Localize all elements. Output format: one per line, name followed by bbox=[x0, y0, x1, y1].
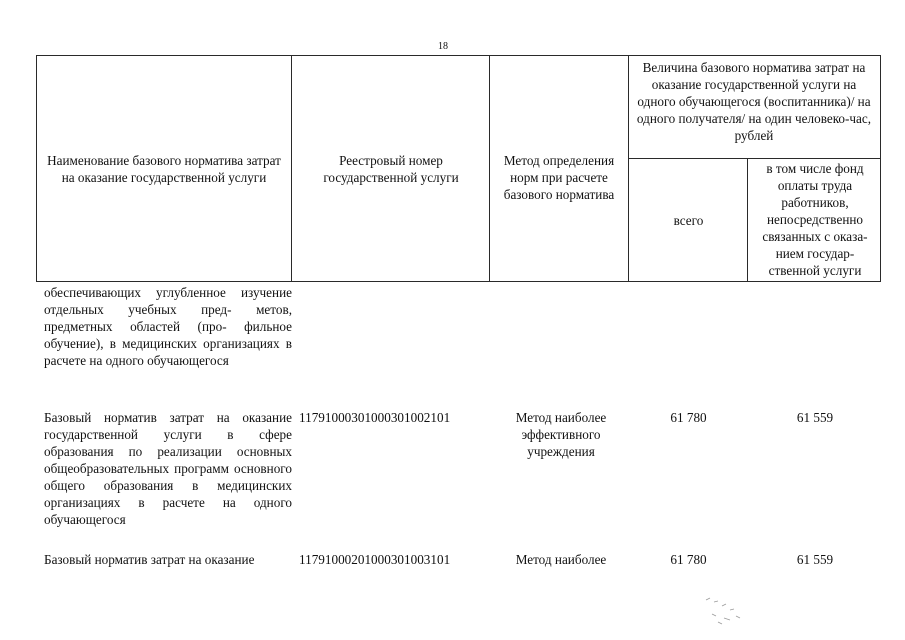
row-3-total: 61 780 bbox=[670, 552, 707, 567]
row-1-name: обеспечивающих углубленное изучение отдельных учебных пред- метов, предметных областей (про- фильное обучение), в медицинских организациях в расчете на одного обучающегося bbox=[44, 285, 292, 368]
table-border-top bbox=[36, 55, 881, 56]
header-col-name: Наименование базового норматива затрат на оказание государственной услуги bbox=[47, 153, 281, 185]
table-divider-4 bbox=[747, 158, 748, 281]
row-2-total: 61 780 bbox=[670, 410, 707, 425]
table-border-left bbox=[36, 55, 37, 281]
header-col-registry: Реестровый номер государственной услуги bbox=[323, 153, 459, 185]
row-2-name: Базовый норматив затрат на оказание государственной услуги в сфере образования по реализации основных общеобразовательных программ основного общего образования в медицинских организациях в расчете на одного обучающегося bbox=[44, 410, 292, 527]
page-number: 18 bbox=[438, 41, 448, 52]
row-3-fund: 61 559 bbox=[796, 552, 834, 567]
header-col-group: Величина базового норматива затрат на оказание государственной услуги на одного обучающегося (воспитанника)/ на одного получателя/ на один человеко-час, рублей bbox=[636, 60, 872, 143]
table-divider-2 bbox=[489, 55, 490, 281]
table-border-right bbox=[880, 55, 881, 281]
row-2-method: Метод наиболее эффективного учреждения bbox=[515, 410, 607, 459]
row-3-registry: 11791000201000301003101 bbox=[299, 552, 451, 567]
row-3-name: Базовый норматив затрат на оказание bbox=[44, 552, 255, 567]
header-col-fund: в том числе фонд оплаты труда работников, непосредственно связанных с оказа- нием государ- ственной услуги bbox=[762, 161, 868, 278]
pencil-mark-icon bbox=[700, 592, 748, 628]
header-col-method: Метод определения норм при расчете базового норматива bbox=[503, 153, 615, 202]
group-subheader-line bbox=[628, 158, 880, 159]
row-2-registry: 11791000301000301002101 bbox=[299, 410, 451, 425]
row-2-fund: 61 559 bbox=[796, 410, 834, 425]
header-col-total: всего bbox=[673, 213, 704, 228]
header-border-bottom bbox=[36, 281, 881, 282]
table-divider-3 bbox=[628, 55, 629, 281]
table-divider-1 bbox=[291, 55, 292, 281]
row-3-method: Метод наиболее bbox=[515, 552, 607, 567]
